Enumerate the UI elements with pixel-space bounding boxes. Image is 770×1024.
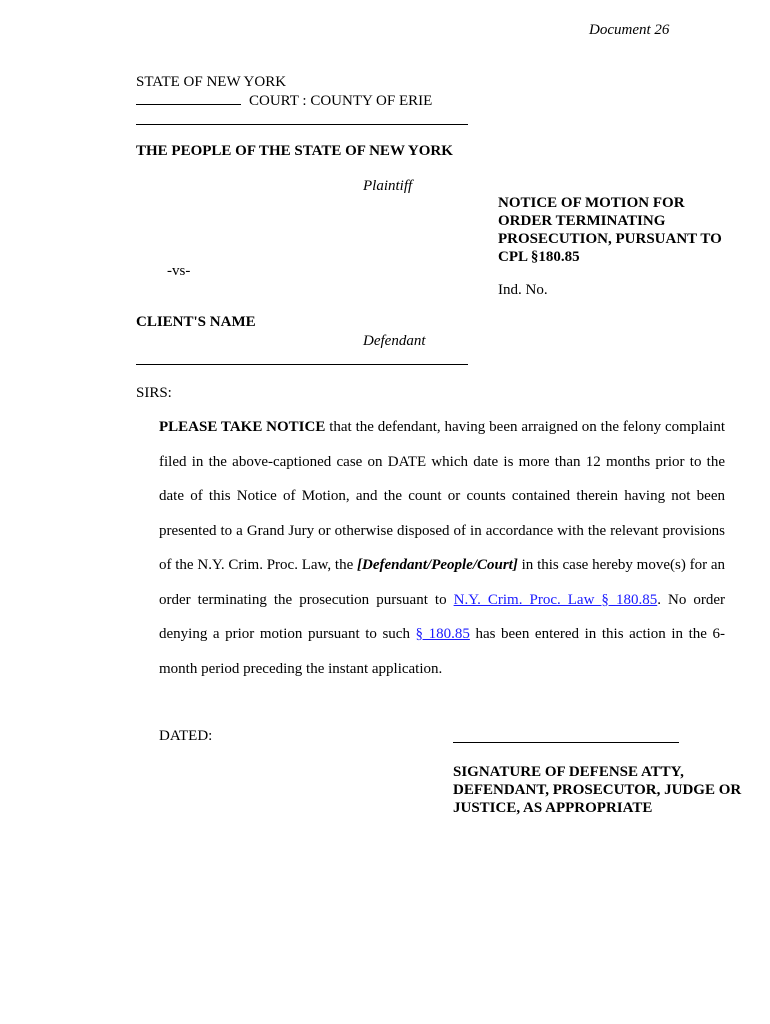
plaintiff-role: Plaintiff: [363, 178, 413, 194]
versus-label: -vs-: [167, 263, 191, 279]
document-number: Document 26: [589, 22, 670, 38]
caption-divider-bottom: [136, 364, 468, 365]
motion-title: NOTICE OF MOTION FOR ORDER TERMINATING PROSECUTION, PURSUANT TO CPL §180.85: [498, 195, 722, 265]
section-180-85-link[interactable]: § 180.85: [415, 626, 470, 642]
signatory-label: SIGNATURE OF DEFENSE ATTY, DEFENDANT, PROSECUTOR, JUDGE OR JUSTICE, AS APPROPRIATE: [453, 764, 742, 816]
defendant-role: Defendant: [363, 333, 426, 349]
defendant-party: CLIENT'S NAME: [136, 314, 256, 330]
body-text-2: in this case hereby move(s) for an order terminating the prosecution pursuant to: [159, 557, 726, 608]
cpl-180-85-link[interactable]: N.Y. Crim. Proc. Law § 180.85: [453, 591, 658, 608]
caption-court: COURT : COUNTY OF ERIE: [249, 93, 433, 109]
signature-line: [453, 742, 679, 743]
caption-state: STATE OF NEW YORK: [136, 74, 287, 90]
body-text-1: that the defendant, having been arraigned on the felony complaint filed in the above-captioned case on DATE which date is more than 12 months prior to the date of this Notice of Motion, and the count or counts contained therein having not been presented to a Grand Jury or otherwise disposed of in accordance with the relevant provisions of the N.Y. Crim. Proc. Law, the: [159, 419, 725, 573]
movant-options: [Defendant/People/Court]: [357, 557, 518, 573]
plaintiff-party: THE PEOPLE OF THE STATE OF NEW YORK: [136, 143, 453, 159]
court-name-blank: [136, 92, 241, 105]
motion-body: [159, 410, 725, 686]
salutation: SIRS:: [136, 385, 172, 401]
caption-divider-top: [136, 124, 468, 125]
index-number-label: Ind. No.: [498, 282, 548, 298]
caption-court-line: [136, 92, 432, 110]
body-text-3: . No order denying a prior motion pursuant to such: [159, 591, 726, 642]
dated-label: DATED:: [159, 728, 213, 744]
body-text-4: has been entered in this action in the 6-month period preceding the instant application.: [159, 626, 726, 677]
notice-lead-in: PLEASE TAKE NOTICE: [159, 419, 326, 435]
